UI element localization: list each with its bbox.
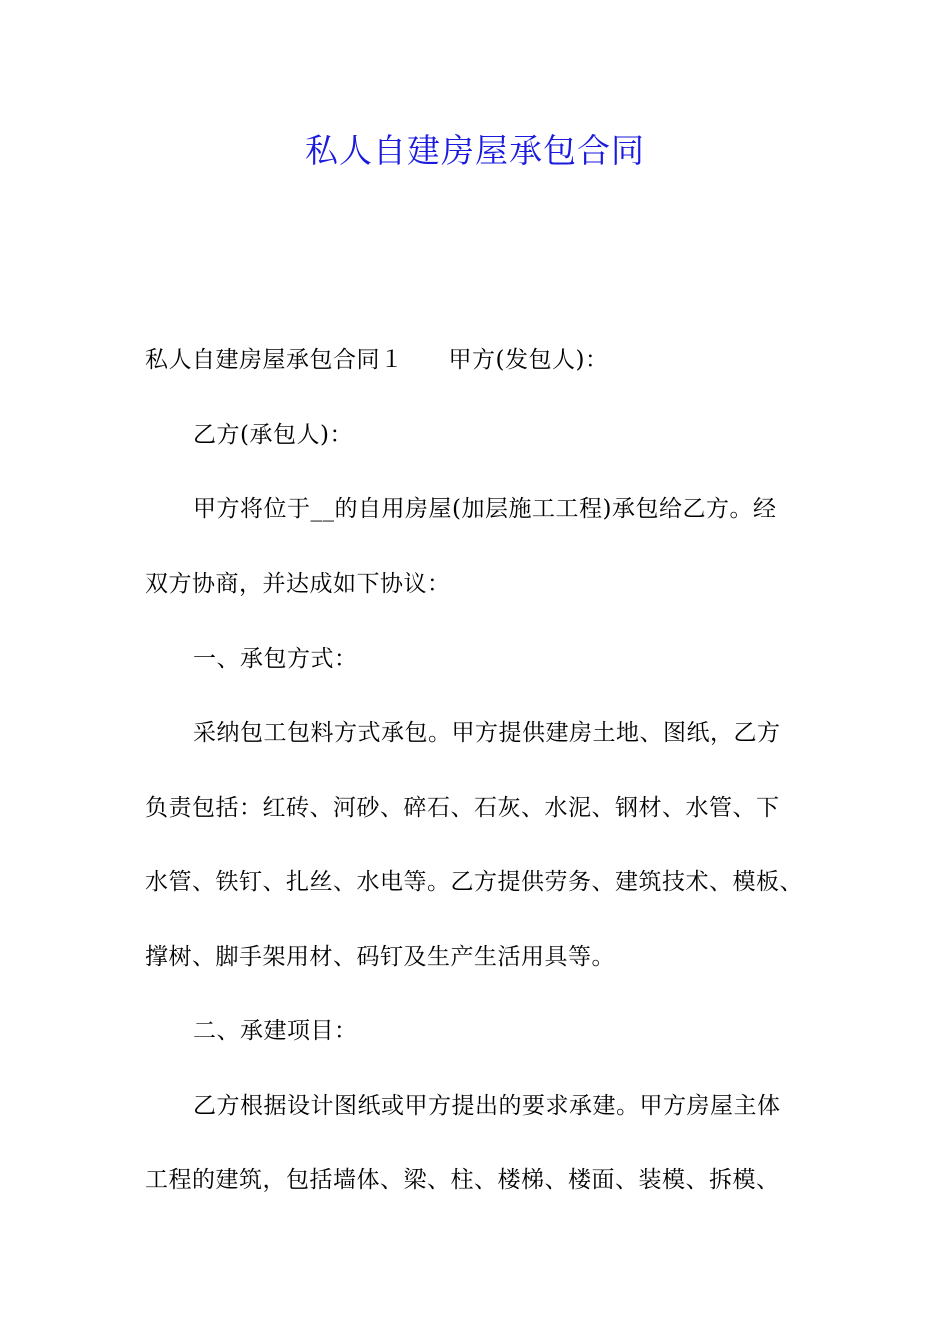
paragraph-line: 乙方根据设计图纸或甲方提出的要求承建。甲方房屋主体 <box>193 1093 781 1119</box>
party-b-label: 乙方(承包人)： <box>193 422 353 448</box>
section-heading-2: 二、承建项目： <box>193 1018 358 1044</box>
paragraph-line: 甲方将位于__的自用房屋(加层施工工程)承包给乙方。经 <box>193 496 777 522</box>
paragraph-line: 负责包括：红砖、河砂、碎石、石灰、水泥、钢材、水管、下 <box>145 795 780 821</box>
paragraph-line: 撑树、脚手架用材、码钉及生产生活用具等。 <box>145 944 615 970</box>
contract-heading-text: 私人自建房屋承包合同１ <box>145 347 404 373</box>
paragraph-line: 工程的建筑，包括墙体、梁、柱、楼梯、楼面、装模、拆模、 <box>145 1167 780 1193</box>
paragraph-line: 采纳包工包料方式承包。甲方提供建房土地、图纸，乙方 <box>193 720 781 746</box>
paragraph-line: 双方协商，并达成如下协议： <box>145 571 451 597</box>
section-heading-1: 一、承包方式： <box>193 646 358 672</box>
document-title: 私人自建房屋承包合同 <box>305 131 645 170</box>
paragraph-line: 水管、铁钉、扎丝、水电等。乙方提供劳务、建筑技术、模板、 <box>145 869 803 895</box>
party-a-label: 甲方(发包人)： <box>448 347 609 373</box>
paragraph-line <box>145 340 608 380</box>
